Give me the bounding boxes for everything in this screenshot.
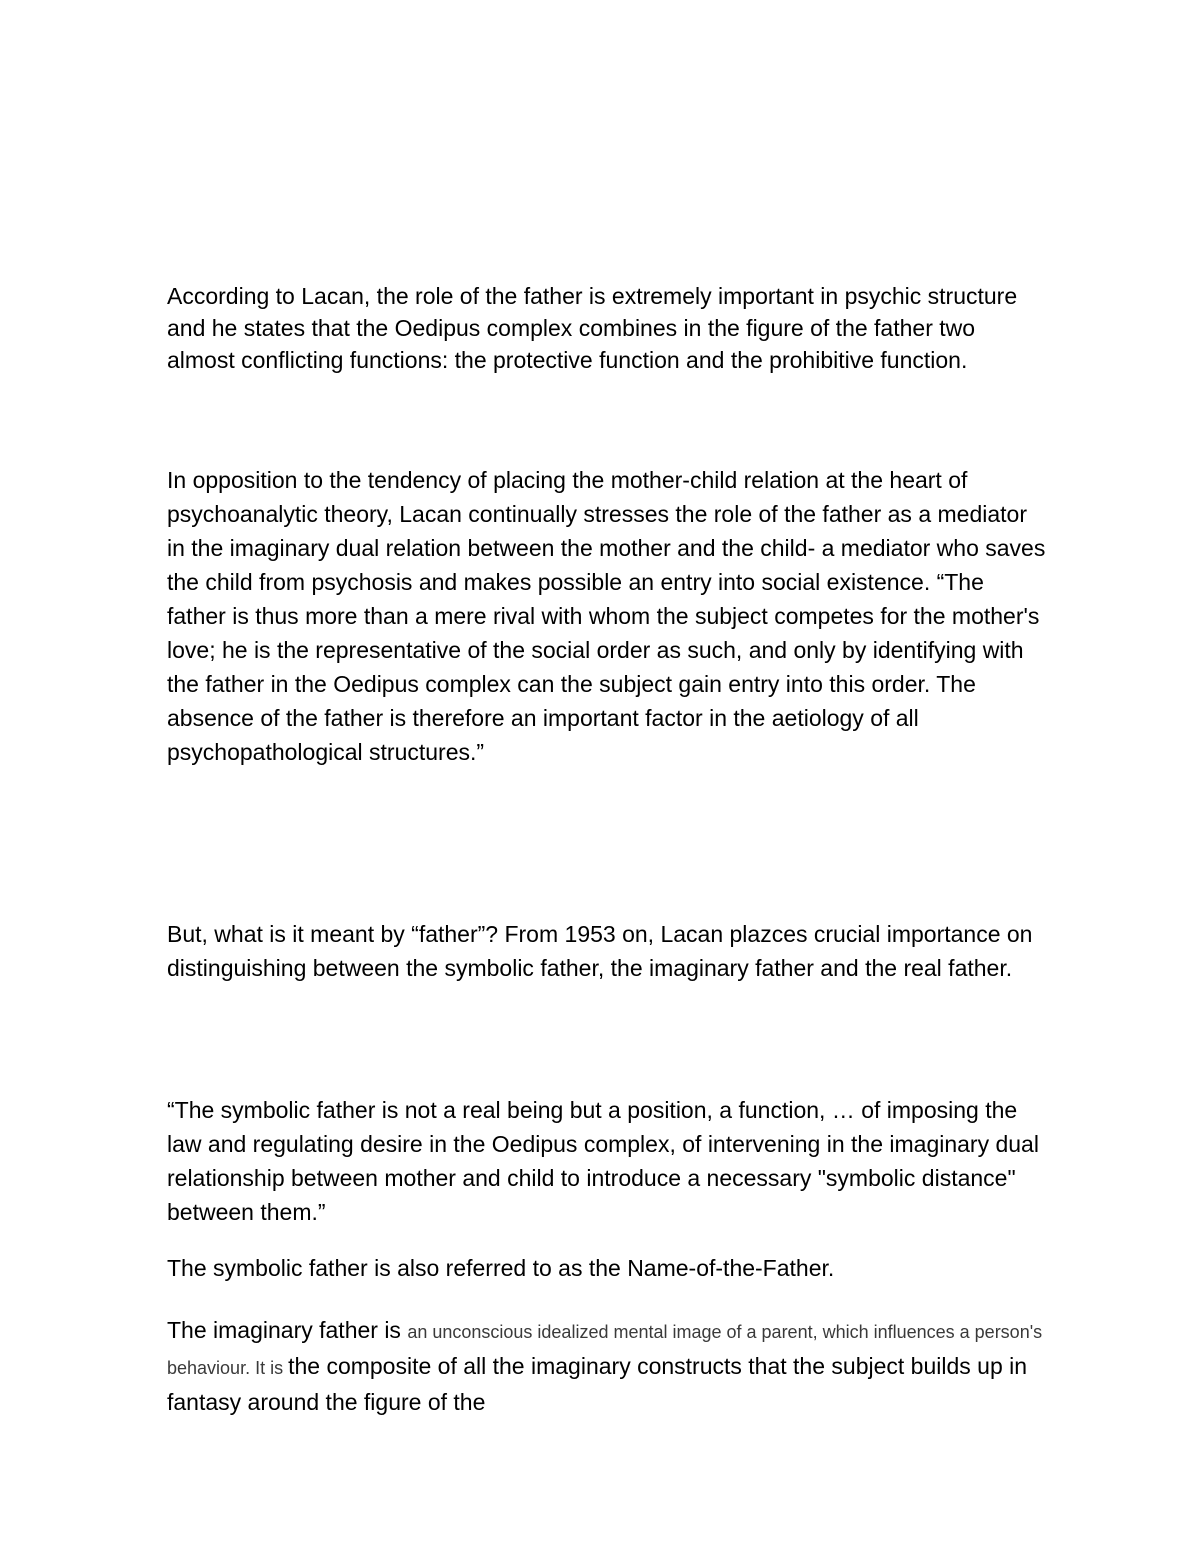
paragraph-mediator: In opposition to the tendency of placing the mother-child relation at the heart of psychoanalytic theory, Lacan continually stresses the role of the father as a mediator in the imaginary dual relation between the mother and the child- a mediator who saves the child from psychosis and makes possible an entry into social existence. “The father is thus more than a mere rival with whom the subject competes for the mother's love; he is the representative of the social order as such, and only by identifying with the father in the Oedipus complex can the subject gain entry into this order. The absence of the father is therefore an important factor in the aetiology of all psychopathological structures.” <box>167 467 1046 765</box>
paragraph-meaning-of-father: But, what is it meant by “father”? From 1953 on, Lacan plazces crucial importance on distinguishing between the symbolic father, the imaginary father and the real father. <box>167 921 1033 981</box>
paragraph-symbolic-father-quote: “The symbolic father is not a real being but a position, a function, … of imposing the law and regulating desire in the Oedipus complex, of intervening in the imaginary dual relationship between mother and child to introduce a necessary "symbolic distance" between them.” <box>167 1097 1039 1225</box>
paragraph-imaginary-father <box>167 1313 1047 1419</box>
imaginary-father-lead: The imaginary father is <box>167 1317 408 1343</box>
paragraph-name-of-the-father: The symbolic father is also referred to as the Name-of-the-Father. <box>167 1255 835 1281</box>
imaginary-father-definition: an unconscious idealized mental image of a parent, which influences a person's behaviour. It is <box>167 1322 1043 1378</box>
imaginary-father-composite: the composite of all the imaginary constructs that the subject builds up in fantasy around the figure of the <box>167 1353 1028 1415</box>
paragraph-father-role: According to Lacan, the role of the father is extremely important in psychic structure and he states that the Oedipus complex combines in the figure of the father two almost conflicting functions: the protective function and the prohibitive function. <box>167 283 1018 373</box>
